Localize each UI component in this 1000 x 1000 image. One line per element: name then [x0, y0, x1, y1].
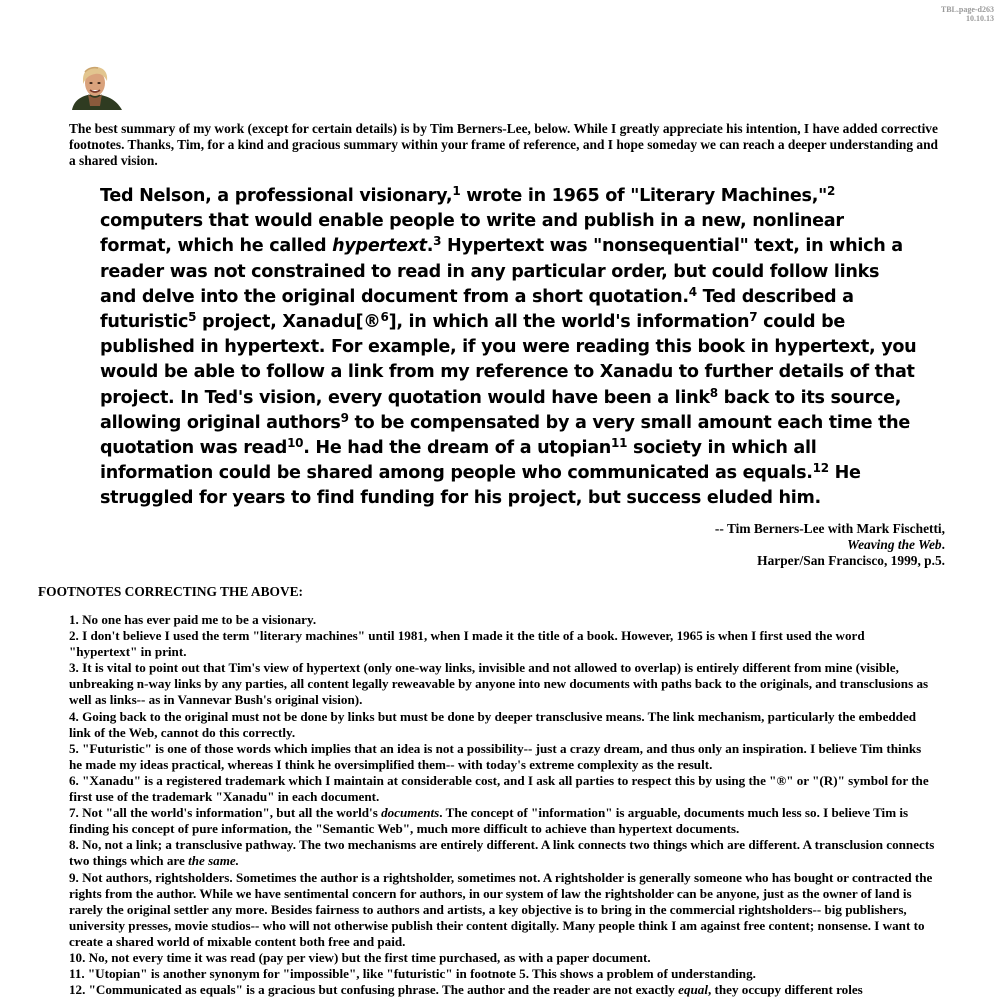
- quote-text: project, Xanadu[®: [196, 312, 381, 333]
- footnotes-heading: FOOTNOTES CORRECTING THE ABOVE:: [38, 584, 304, 599]
- footnote-emphasis: documents: [381, 805, 440, 821]
- quote-text: ], in which all the world's information: [388, 312, 750, 333]
- hypertext-term: hypertext: [332, 236, 427, 257]
- footnote-text: 7. Not "all the world's information", but all the world's: [69, 805, 382, 821]
- intro-paragraph: The best summary of my work (except for certain details) is by Tim Berners-Lee, below. While I greatly appreciate his intention, I have added corrective footnotes. Thanks, Tim, for a kind and gracious summary within your frame of reference, and I hope someday we can reach a deeper understanding and a shared vision.: [69, 121, 938, 168]
- footnote-2: 2. I don't believe I used the term "literary machines" until 1981, when I made it the title of a book. However, 1965 is when I first used the word "hypertext" in print.: [69, 628, 865, 660]
- footnote-emphasis: the same.: [188, 853, 239, 869]
- page-id-code: TBL.page-d263: [940, 5, 994, 14]
- attribution-book-line: [715, 537, 945, 553]
- footnote-text: 12. "Communicated as equals" is a gracious but confusing phrase. The author and the reader are not exactly: [69, 982, 679, 998]
- page-id-date: 10.10.13: [966, 14, 994, 23]
- quote-text: to be compensated by a very small amount each time the quotation was read: [100, 412, 911, 459]
- page-id-stamp: [941, 5, 994, 23]
- footnote-ref: 10: [287, 436, 304, 451]
- footnote-ref: 3: [433, 234, 442, 249]
- footnote-11: 11. "Utopian" is another synonym for "impossible", like "futuristic" in footnote 5. This shows a problem of understanding.: [69, 966, 756, 982]
- quote-text: back to its source, allowing original authors: [100, 387, 902, 433]
- footnote-text: 8. No, not a link; a transclusive pathway. The two mechanisms are entirely different. A link connects two things which are different. A transclusion connects two things which are: [69, 837, 935, 869]
- footnote-ref: 6: [380, 310, 389, 325]
- quote-text: computers that would enable people to write and publish in a new, nonlinear format, which he called: [100, 211, 844, 257]
- quote-text: . He had the dream of a utopian: [303, 438, 612, 459]
- footnote-9: 9. Not authors, rightsholders. Sometimes the author is a rightsholder, sometimes not. A rightsholder is generally someone who has bought or contracted the rights from the author. While we have sentimental concern for authors, in our system of law the rightsholder can be anyone, just as the owner of land is rarely the original settler any more. Besides fairness to authors and artists, a key objective is to bring in the commercial rightsholders-- big publishers, university presses, movie studios-- who will not otherwise publish their content digitally. Many people think I am against free content; nonsense. I want to create a shared world of mixable content both free and paid.: [69, 869, 933, 949]
- quote-text: Ted described a futuristic: [100, 286, 854, 333]
- footnote-ref: 2: [826, 184, 836, 198]
- footnote-10: 10. No, not every time it was read (pay per view) but the first time purchased, as with a paper document.: [69, 949, 651, 965]
- footnote-ref: 7: [749, 310, 758, 325]
- footnote-ref: 12: [812, 461, 829, 476]
- footnote-ref: 4: [688, 284, 697, 299]
- footnote-text: . The concept of "information" is arguable, documents much less so. I believe Tim is finding his concept of pure information, the "Semantic Web", much more difficult to achieve than hypertext documents.: [69, 805, 909, 837]
- footnote-ref: 1: [452, 184, 461, 198]
- book-title: Weaving the Web: [847, 537, 942, 552]
- quote-attribution: [715, 521, 945, 569]
- footnote-text: , they occupy different roles: [707, 982, 863, 998]
- quote-text: Hypertext was "nonsequential" text, in which a reader was not constrained to read in any particular order, but could follow links and delve into the original document from a short quotation.: [100, 236, 903, 307]
- footnotes-list: [69, 612, 935, 998]
- footnote-8: [69, 837, 935, 869]
- quote-text: society in which all information could be shared among people who communicated as equals.: [100, 438, 817, 484]
- book-title-end: .: [941, 537, 945, 552]
- footnote-ref: 11: [611, 436, 628, 451]
- footnote-ref: 9: [340, 410, 349, 425]
- footnote-1: 1. No one has ever paid me to be a visionary.: [69, 612, 317, 627]
- attribution-publisher: Harper/San Francisco, 1999, p.5.: [757, 553, 945, 568]
- portrait-image: [70, 66, 122, 110]
- footnote-ref: 5: [188, 310, 197, 325]
- footnote-4: 4. Going back to the original must not be done by links but must be done by deeper transclusive means. The link mechanism, particularly the embedded link of the Web, cannot do this correctly.: [69, 708, 917, 740]
- footnote-ref: 8: [709, 385, 718, 400]
- footnote-emphasis: equal: [678, 982, 708, 998]
- quote-text: He struggled for years to find funding for his project, but success eluded him.: [100, 463, 861, 509]
- quote-text: .: [426, 236, 434, 257]
- quote-text: Ted Nelson, a professional visionary,: [100, 186, 453, 206]
- quote-text: wrote in 1965 of "Literary Machines,": [460, 186, 827, 206]
- footnote-6: 6. "Xanadu" is a registered trademark which I maintain at considerable cost, and I ask all parties to respect this by using the "®" or "(R)" symbol for the first use of the trademark "Xanadu" in each document.: [69, 772, 929, 805]
- attribution-authors: -- Tim Berners-Lee with Mark Fischetti,: [714, 521, 945, 536]
- quote-text: could be published in hypertext. For example, if you were reading this book in hypertext, you would be able to follow a link from my reference to Xanadu to further details of that project. In Ted's vision, every quotation would have been a link: [100, 312, 917, 408]
- footnote-3: 3. It is vital to point out that Tim's view of hypertext (only one-way links, invisible and not allowed to overlap) is entirely different from mine (visible, unbreaking n-way links by any parties, all content legally reweavable by anyone into new documents with paths back to the originals, and transclusions as well as links-- as in Vannevar Bush's original vision).: [69, 660, 929, 708]
- berners-lee-quote: [100, 184, 920, 512]
- author-photo: [70, 66, 122, 110]
- footnote-12: [69, 982, 935, 998]
- footnote-7: [69, 805, 935, 837]
- footnote-5: 5. "Futuristic" is one of those words which implies that an idea is not a possibility-- just a crazy dream, and thus only an inspiration. I believe Tim thinks he made my ideas practical, whereas I think he oversimplified them-- with today's extreme complexity as the result.: [69, 740, 922, 772]
